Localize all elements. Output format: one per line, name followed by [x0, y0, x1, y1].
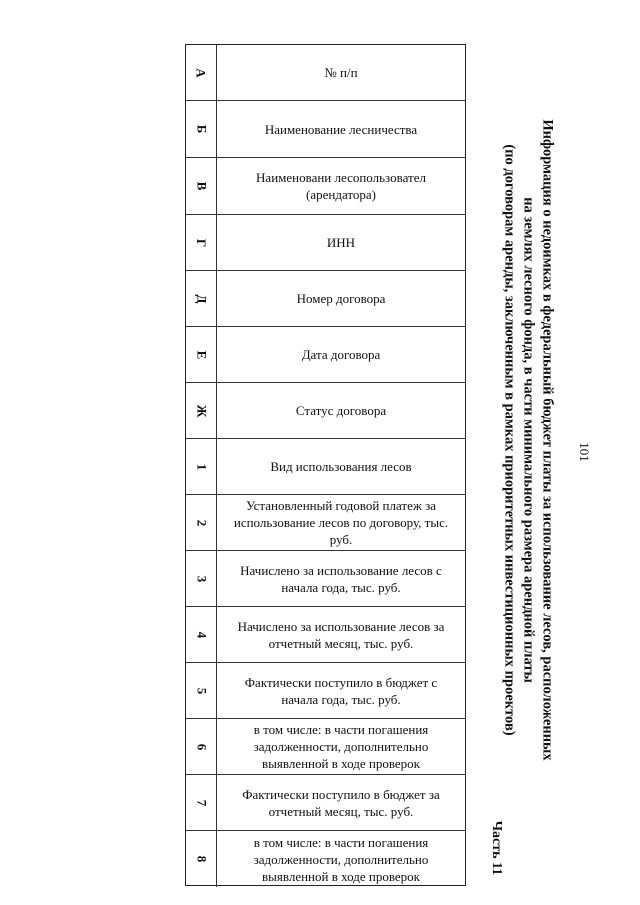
column-header: в том числе: в части погашения задолженности, дополнительно выявленной в ходе проверок [253, 834, 429, 884]
column-code: Г [186, 215, 217, 270]
column-code: Б [186, 101, 217, 157]
table-row [186, 495, 465, 551]
heading-line-3: (по договорам аренды, заключенным в рамках приоритетных инвестиционных проектов) [501, 144, 518, 736]
table-row [186, 101, 465, 158]
column-code: 3 [186, 551, 217, 606]
column-header: Дата договора [301, 347, 381, 362]
column-code: 8 [186, 831, 217, 887]
column-code: А [186, 45, 217, 100]
table-row [186, 45, 465, 101]
table-row [186, 215, 465, 271]
column-code: 6 [186, 719, 217, 774]
heading-line-1: Информация о недоимках в федеральный бюджет платы за использование лесов, расположенных [539, 119, 556, 761]
column-header: Номер договора [296, 291, 386, 306]
column-header: ИНН [326, 235, 356, 250]
table-row [186, 719, 465, 775]
heading-line-2: на землях лесного фонда, в части минимального размера арендной платы [520, 197, 537, 683]
column-header: Вид использования лесов [270, 459, 412, 474]
table-row [186, 607, 465, 663]
column-code: 1 [186, 439, 217, 494]
table-row [186, 551, 465, 607]
page-number: 101 [577, 442, 592, 462]
column-header: Начислено за использование лесов за отчетный месяц, тыс. руб. [237, 618, 445, 651]
table-row [186, 775, 465, 831]
table-row [186, 327, 465, 383]
column-code: Д [186, 271, 217, 326]
table-row [186, 663, 465, 719]
table-row [186, 158, 465, 215]
column-code: Е [186, 327, 217, 382]
column-header: Статус договора [295, 403, 387, 418]
column-header: № п/п [324, 65, 358, 80]
table-row [186, 383, 465, 439]
column-header: Наименовани лесопользовател (арендатора) [256, 170, 426, 202]
table-row [186, 271, 465, 327]
table-row [186, 439, 465, 495]
column-header: Фактически поступило в бюджет с начала года, тыс. руб. [244, 674, 438, 707]
column-code: Ж [186, 383, 217, 438]
column-header: Наименование лесничества [264, 121, 418, 137]
table-row [186, 831, 465, 887]
part-label: Часть 11 [489, 820, 504, 876]
column-code: 4 [186, 607, 217, 662]
columns-header-table [185, 44, 466, 886]
column-code: 7 [186, 775, 217, 830]
column-header: Начислено за использование лесов с начала года, тыс. руб. [240, 562, 442, 595]
column-header: в том числе: в части погашения задолженности, дополнительно выявленной в ходе проверок [253, 722, 429, 771]
column-header: Установленный годовой платеж за использование лесов по договору, тыс. руб. [233, 498, 449, 547]
column-code: 5 [186, 663, 217, 718]
column-code: 2 [186, 495, 217, 550]
column-header: Фактически поступило в бюджет за отчетный месяц, тыс. руб. [242, 786, 440, 819]
column-code: В [186, 158, 217, 214]
document-heading [500, 90, 557, 790]
